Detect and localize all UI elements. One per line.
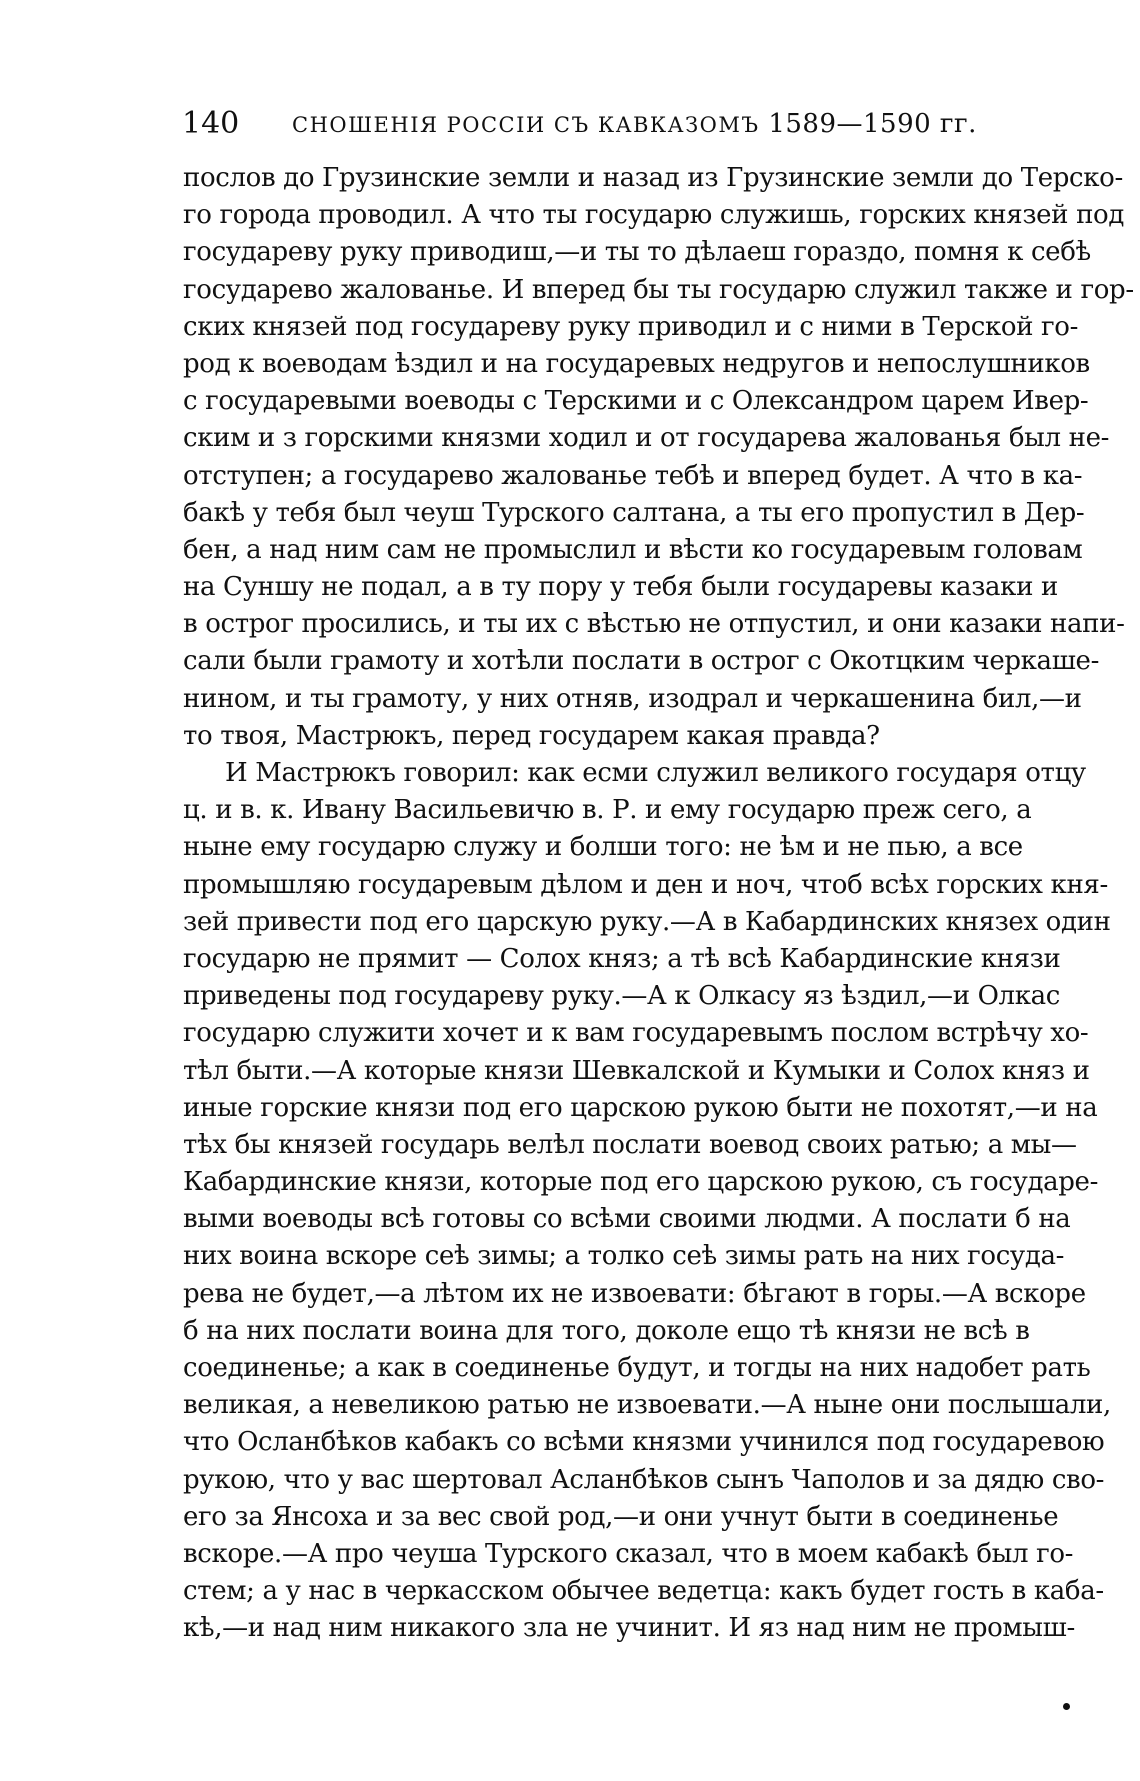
text-line: них воина вскоре сеѣ зимы; а толко сеѣ зимы рать на них госуда- — [183, 1241, 1065, 1272]
text-line: в острог просились, и ты их с вѣстью не отпустил, и они казаки напи- — [183, 609, 1125, 640]
text-line: б на них послати воина для того, доколе ещо тѣ князи не всѣ в — [183, 1315, 1030, 1346]
text-line: ским и з горскими князми ходил и от государева жалованья был не- — [183, 423, 1110, 454]
text-line: великая, а невеликою ратью не извоевати.—А ныне они послышали, — [183, 1390, 1111, 1421]
text-line: И Мастрюкъ говорил: как есми служил великого государя отцу — [225, 758, 1086, 788]
text-line: государю не прямит — Солох княз; а тѣ всѣ Кабардинские князи — [183, 943, 1061, 974]
text-line: стем; а у нас в черкасском обычее ведетца: какъ будет гость в каба- — [183, 1576, 1104, 1607]
text-line: ныне ему государю служу и болши того: не ѣм и не пью, а все — [183, 832, 1023, 863]
text-line: ских князей под государеву руку приводил и с ними в Терской го- — [183, 311, 1079, 342]
running-title-years: 1589—1590 гг. — [768, 109, 977, 139]
body-text — [183, 160, 1134, 1648]
page-header — [182, 104, 1002, 148]
text-line: то твоя, Мастрюкъ, перед государем какая правда? — [183, 720, 880, 751]
text-line: нином, и ты грамоту, у них отняв, изодрал и черкашенина бил,—и — [183, 683, 1082, 714]
text-line: приведены под государеву руку.—А к Олкасу яз ѣздил,—и Олкас — [183, 981, 1060, 1012]
text-line: кѣ,—и над ним никакого зла не учинит. И яз над ним не промыш- — [183, 1613, 1075, 1644]
text-line: го города проводил. А что ты государю служишь, горских князей под — [183, 200, 1125, 231]
text-line: государю служити хочет и к вам государевымъ послом встрѣчу хо- — [183, 1018, 1089, 1049]
text-line: государеву руку приводиш,—и ты то дѣлаеш гораздо, помня к себѣ — [183, 237, 1091, 268]
text-line: тѣх бы князей государь велѣл послати воевод своих ратью; а мы— — [183, 1129, 1077, 1160]
page-number: 140 — [182, 106, 240, 141]
text-line: сали были грамоту и хотѣли послати в острог с Окотцким черкаше- — [183, 646, 1100, 677]
text-line: на Суншу не подал, а в ту пору у тебя были государевы казаки и — [183, 572, 1058, 603]
text-line: что Осланбѣков кабакъ со всѣми князми учинился под государевою — [183, 1427, 1105, 1458]
text-line: послов до Грузинские земли и назад из Грузинские земли до Терско- — [183, 163, 1123, 193]
text-line: рукою, что у вас шертовал Асланбѣков сынъ Чаполов и за дядю сво- — [183, 1464, 1105, 1495]
text-line: отступен; а государево жалованье тебѣ и вперед будет. А что в ка- — [183, 460, 1083, 491]
text-line: Кабардинские князи, которые под его царскою рукою, съ государе- — [183, 1167, 1099, 1198]
running-title — [292, 104, 977, 145]
text-line: род к воеводам ѣздил и на государевых недругов и непослушников — [183, 348, 1090, 379]
text-line: иные горские князи под его царскою рукою быти не похотят,—и на — [183, 1092, 1098, 1123]
text-line: рева не будет,—а лѣтом их не извоевати: бѣгают в горы.—А вскоре — [183, 1278, 1086, 1309]
text-line: тѣл быти.—А которые князи Шевкалской и Кумыки и Солох княз и — [183, 1055, 1090, 1086]
text-line: зей привести под его царскую руку.—А в Кабардинских князех один — [183, 906, 1111, 937]
text-line: промышляю государевым дѣлом и ден и ноч, чтоб всѣх горских кня- — [183, 869, 1108, 900]
text-line: выми воеводы всѣ готовы со всѣми своими людми. А послати б на — [183, 1204, 1071, 1235]
text-line: с государевыми воеводы с Терскими и с Олександром царем Ивер- — [183, 386, 1089, 417]
text-line: соединенье; а как в соединенье будут, и тогды на них надобет рать — [183, 1353, 1091, 1383]
text-line: ц. и в. к. Ивану Васильевичю в. Р. и ему государю преж сего, а — [183, 795, 1032, 826]
text-line: бен, а над ним сам не промыслил и вѣсти ко государевым головам — [183, 534, 1083, 565]
text-line: бакѣ у тебя был чеуш Турского салтана, а ты его пропустил в Дер- — [183, 497, 1085, 528]
text-line: государево жалованье. И вперед бы ты государю служил также и гор- — [183, 274, 1134, 305]
text-line: вскоре.—А про чеуша Турского сказал, что в моем кабакѣ был го- — [183, 1538, 1074, 1569]
stray-ink-dot — [1063, 1703, 1070, 1710]
text-line: его за Янсоха и за вес свой род,—и они учнут быти в соединенье — [183, 1501, 1059, 1532]
running-title-text: СНОШЕНІЯ РОССІИ СЪ КАВКАЗОМЪ — [292, 113, 760, 137]
